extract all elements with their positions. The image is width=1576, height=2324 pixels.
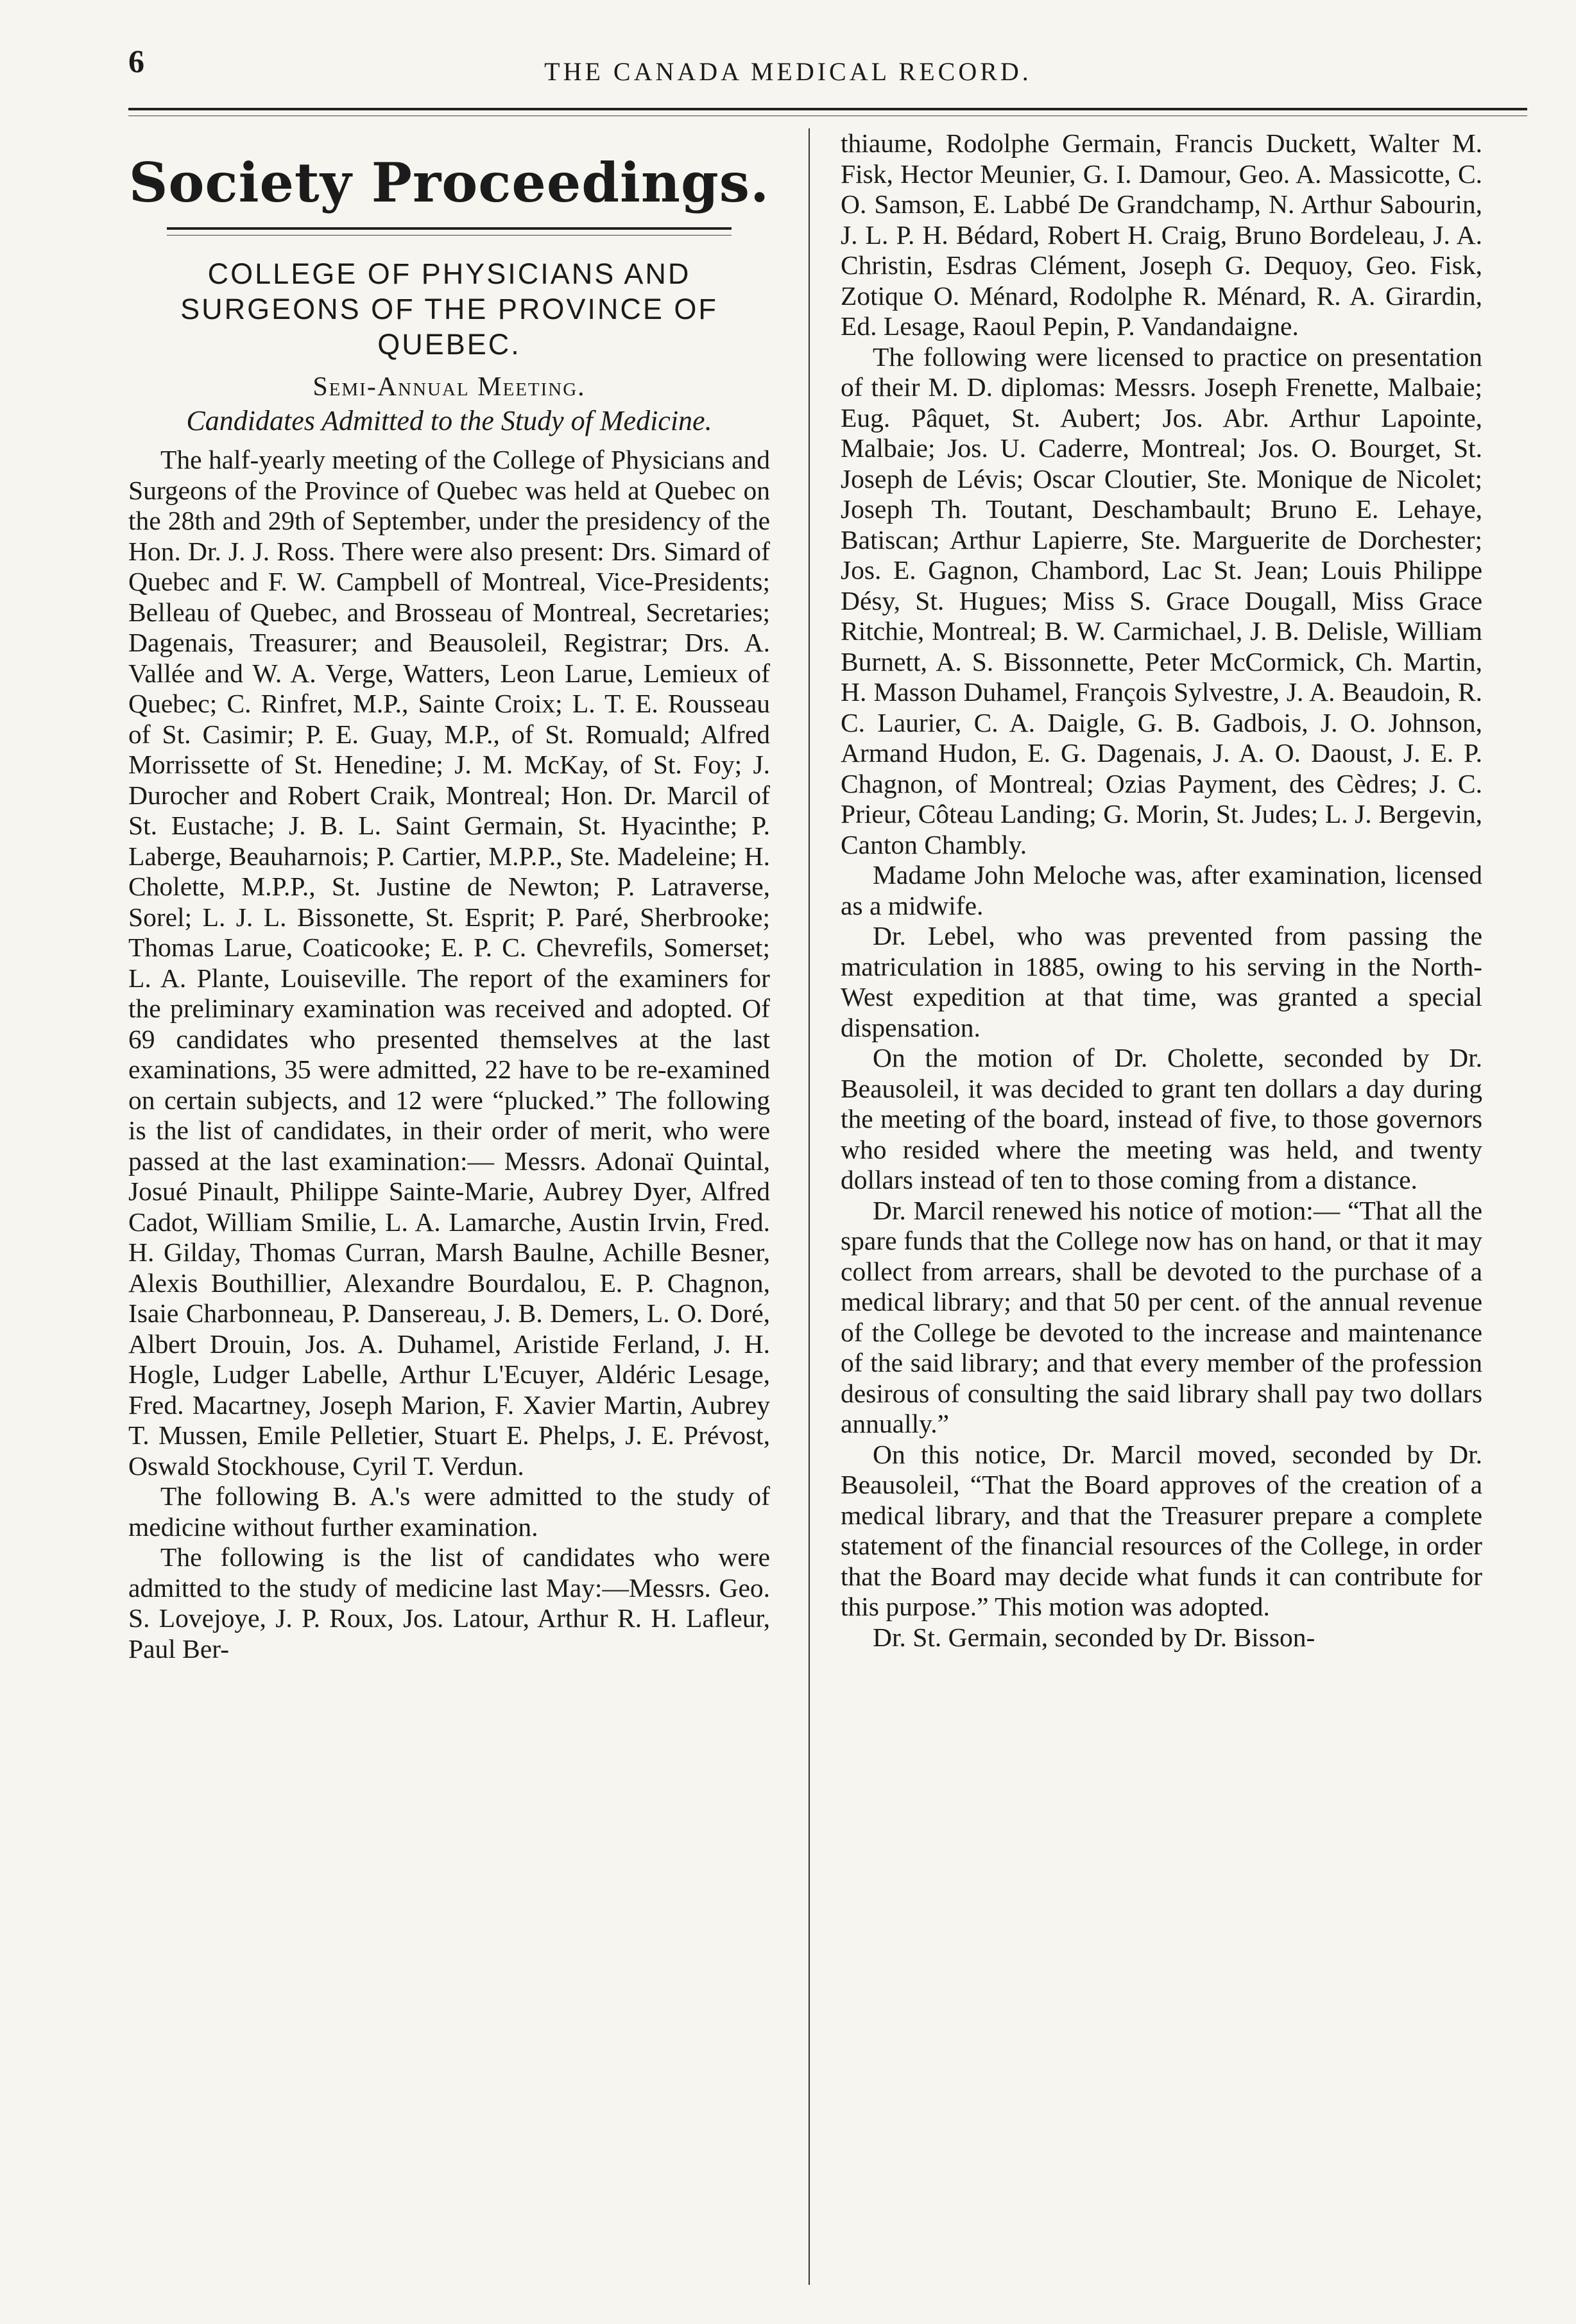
paragraph: thiaume, Rodolphe Germain, Francis Duckett, Walter M. Fisk, Hector Meunier, G. I. Damour, Geo. A. Massicotte, C. O. Samson, E. Labbé De Grandchamp, N. Arthur Sabourin, J. L. P. H. Bédard, Robert H. Craig, Bruno Bordeleau, J. A. Christin, Esdras Clément, Joseph G. Dequoy, Geo. Fisk, Zotique O. Ménard, Rodolphe R. Ménard, R. A. Girardin, Ed. Lesage, Raoul Pepin, P. Vandandaigne. (841, 128, 1482, 341)
paragraph: On this notice, Dr. Marcil moved, seconded by Dr. Beausoleil, “That the Board approves of the creation of a medical library, and that the Treasurer prepare a complete statement of the financial resources of the College, in order that the Board may decide what funds it can contribute for this purpose.” This motion was adopted. (841, 1439, 1482, 1621)
header-rule (128, 108, 1527, 110)
paragraph: Dr. St. Germain, seconded by Dr. Bisson- (873, 1622, 1315, 1652)
paragraph: Dr. Lebel, who was prevented from passing the matriculation in 1885, owing to his serving in the North-West expedition at that time, was granted a special dispensation. (841, 921, 1482, 1042)
paragraph: The following were licensed to practice on presentation of their M. D. diplomas: Messrs. Joseph Frenette, Malbaie; Eug. Pâquet, St. Aubert; Jos. Abr. Arthur Lapointe, Malbaie; Jos. U. Caderre, Montreal; Jos. O. Bourget, St. Joseph de Lévis; Oscar Cloutier, Ste. Monique de Nicolet; Joseph Th. Toutant, Deschambault; Bruno E. Lehaye, Batiscan; Arthur Lapierre, Ste. Marguerite de Dorchester; Jos. E. Gagnon, Chambord, Lac St. Jean; Louis Philippe Désy, St. Hugues; Miss S. Grace Dougall, Miss Grace Ritchie, Montreal; B. W. Carmichael, J. B. Delisle, William Burnett, A. S. Bissonnette, Peter McCormick, Ch. Martin, H. Masson Duhamel, François Sylvestre, J. A. Beaudoin, R. C. Laurier, C. A. Daigle, G. B. Gadbois, J. O. Johnson, Armand Hudon, E. G. Dagenais, J. A. O. Daoust, J. E. P. Chagnon, of Montreal; Ozias Payment, des Cèdres; J. C. Prieur, Côteau Landing; G. Morin, St. Judes; L. J. Bergevin, Canton Chambly. (841, 341, 1482, 859)
paragraph: The following is the list of candidates who were admitted to the study of medicine last May:—Messrs. Geo. S. Lovejoye, J. P. Roux, Jos. Latour, Arthur R. H. Lafleur, Paul Ber- (128, 1542, 770, 1664)
paragraph: Madame John Meloche was, after examination, licensed as a midwife. (841, 860, 1482, 920)
article-title: COLLEGE OF PHYSICIANS AND SURGEONS OF THE PROVINCE OF QUEBEC. (180, 257, 718, 361)
paragraph: On the motion of Dr. Cholette, seconded by Dr. Beausoleil, it was decided to grant ten dollars a day during the meeting of the board, instead of five, to those governors who resided where the meeting was held, and twenty dollars instead of ten to those coming from a distance. (841, 1043, 1482, 1194)
article-subhead: Semi-Annual Meeting. (313, 372, 586, 402)
page-number: 6 (128, 43, 144, 79)
left-column (128, 128, 770, 1664)
running-title: THE CANADA MEDICAL RECORD. (544, 57, 1032, 86)
paragraph: The half-yearly meeting of the College of Physicians and Surgeons of the Province of Quebec was held at Quebec on the 28th and 29th of September, under the presidency of the Hon. Dr. J. J. Ross. There were also present: Drs. Simard of Quebec and F. W. Campbell of Montreal, Vice-Presidents; Belleau of Quebec, and Brosseau of Montreal, Secretaries; Dagenais, Treasurer; and Beausoleil, Registrar; Drs. A. Vallée and W. A. Verge, Watters, Leon Larue, Lemieux of Quebec; C. Rinfret, M.P., Sainte Croix; L. T. E. Rousseau of St. Casimir; P. E. Guay, M.P., of St. Romuald; Alfred Morrissette of St. Henedine; J. M. McKay, of St. Foy; J. Durocher and Robert Craik, Montreal; Hon. Dr. Marcil of St. Eustache; J. B. L. Saint Germain, St. Hyacinthe; P. Laberge, Beauharnois; P. Cartier, M.P.P., Ste. Madeleine; H. Cholette, M.P.P., St. Justine de Newton; P. Latraverse, Sorel; L. J. L. Bissonette, St. Esprit; P. Paré, Sherbrooke; Thomas Larue, Coaticooke; E. P. C. Chevrefils, Somerset; L. A. Plante, Louiseville. The report of the examiners for the preliminary examination was received and adopted. Of 69 candidates who presented themselves at the last examinations, 35 were admitted, 22 have to be re-examined on certain subjects, and 12 were “plucked.” The following is the list of candidates, in their order of merit, who were passed at the last examination:— Messrs. Adonaï Quintal, Josué Pinault, Philippe Sainte-Marie, Aubrey Dyer, Alfred Cadot, William Smilie, L. A. Lamarche, Austin Irvin, Fred. H. Gilday, Thomas Curran, Marsh Baulne, Achille Besner, Alexis Bouthillier, Alexandre Bourdalou, E. P. Chagnon, Isaie Charbonneau, P. Dansereau, J. B. Demers, L. O. Doré, Albert Drouin, Jos. A. Duhamel, Aristide Ferland, J. H. Hogle, Ludger Labelle, Arthur L'Ecuyer, Aldéric Lesage, Fred. Macartney, Joseph Marion, F. Xavier Martin, Aubrey T. Mussen, Emile Pelletier, Stuart E. Phelps, J. E. Prévost, Oswald Stockhouse, Cyril T. Verdun. (128, 445, 770, 1481)
paragraph: The following B. A.'s were admitted to the study of medicine without further examination. (128, 1481, 770, 1542)
right-column (841, 128, 1482, 1653)
column-divider (809, 128, 810, 2285)
article-subhead-italic: Candidates Admitted to the Study of Medicine. (186, 404, 712, 436)
paragraph: Dr. Marcil renewed his notice of motion:— “That all the spare funds that the College now has on hand, or that it may collect from arrears, shall be devoted to the purchase of a medical library; and that 50 per cent. of the annual revenue of the College be devoted to the increase and maintenance of the said library; and that every member of the profession desirous of consulting the said library shall pay two dollars annually.” (841, 1195, 1482, 1438)
section-rule (167, 227, 732, 230)
section-title: Society Proceedings. (128, 151, 770, 214)
section-rule-thin (167, 235, 732, 236)
